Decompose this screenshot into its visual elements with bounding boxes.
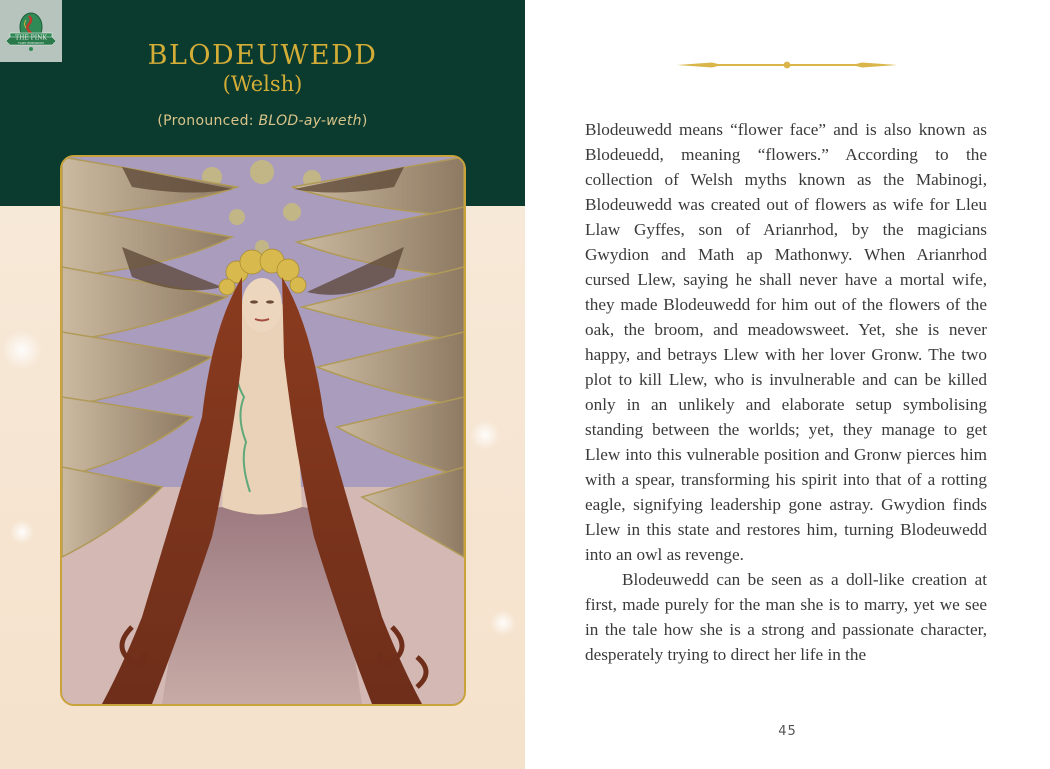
sparkle-decoration <box>2 330 42 370</box>
body-paragraph: Blodeuwedd means “flower face” and is also known as Blodeuedd, meaning “flowers.” According to the collection of Welsh myths known as the Mabinogi, Blodeuwedd was created out of flowers as wife for Lleu Llaw Gyffes, son of Arianrhod, by the magicians Gwydion and Math ap Mathonwy. When Arianrhod cursed Llew, saying he shall never have a mortal wife, they made Blodeuwedd for him out of the flowers of the oak, the broom, and meadowsweet. Yet, she is never happy, and betrays Llew with her lover Gronw. The two plot to kill Llew, who is invulnerable and can be killed only in an unlikely and elaborate setup symbolising standing between the worlds; yet, they manage to get Llew into this vulnerable position and Gronw pierces him with a spear, transforming his spirit into that of a rotting eagle, signifying leadership gone astray. Gwydion finds Llew in this state and restores him, turning Blodeuwedd into an owl as revenge. <box>585 120 987 564</box>
deity-name-title: BLODEUWEDD <box>147 40 378 71</box>
sparkle-decoration <box>490 610 516 636</box>
card-illustration <box>62 157 464 704</box>
page-number: 45 <box>778 724 797 739</box>
svg-text:THE PINK: THE PINK <box>15 34 47 42</box>
origin-subtitle: (Welsh) <box>222 72 303 96</box>
right-page <box>525 0 1050 769</box>
divider-ornament-icon <box>677 58 897 72</box>
article-body <box>585 117 987 667</box>
pronunciation-close: ) <box>361 113 368 129</box>
sparkle-decoration <box>470 420 500 450</box>
sparkle-decoration <box>10 520 34 544</box>
body-paragraph: Blodeuwedd can be seen as a doll-like creation at first, made purely for the man she is to marry, yet we see in the tale how she is a strong and passionate character, desperately trying to direct her life in the <box>585 570 987 664</box>
pronunciation-line <box>0 113 525 129</box>
pronunciation-value: BLOD-ay-weth <box>258 113 362 129</box>
oracle-card-image <box>60 155 466 706</box>
svg-text:FAIRY EMPORIUM: FAIRY EMPORIUM <box>18 41 44 45</box>
pronunciation-label: (Pronounced: <box>157 113 259 129</box>
